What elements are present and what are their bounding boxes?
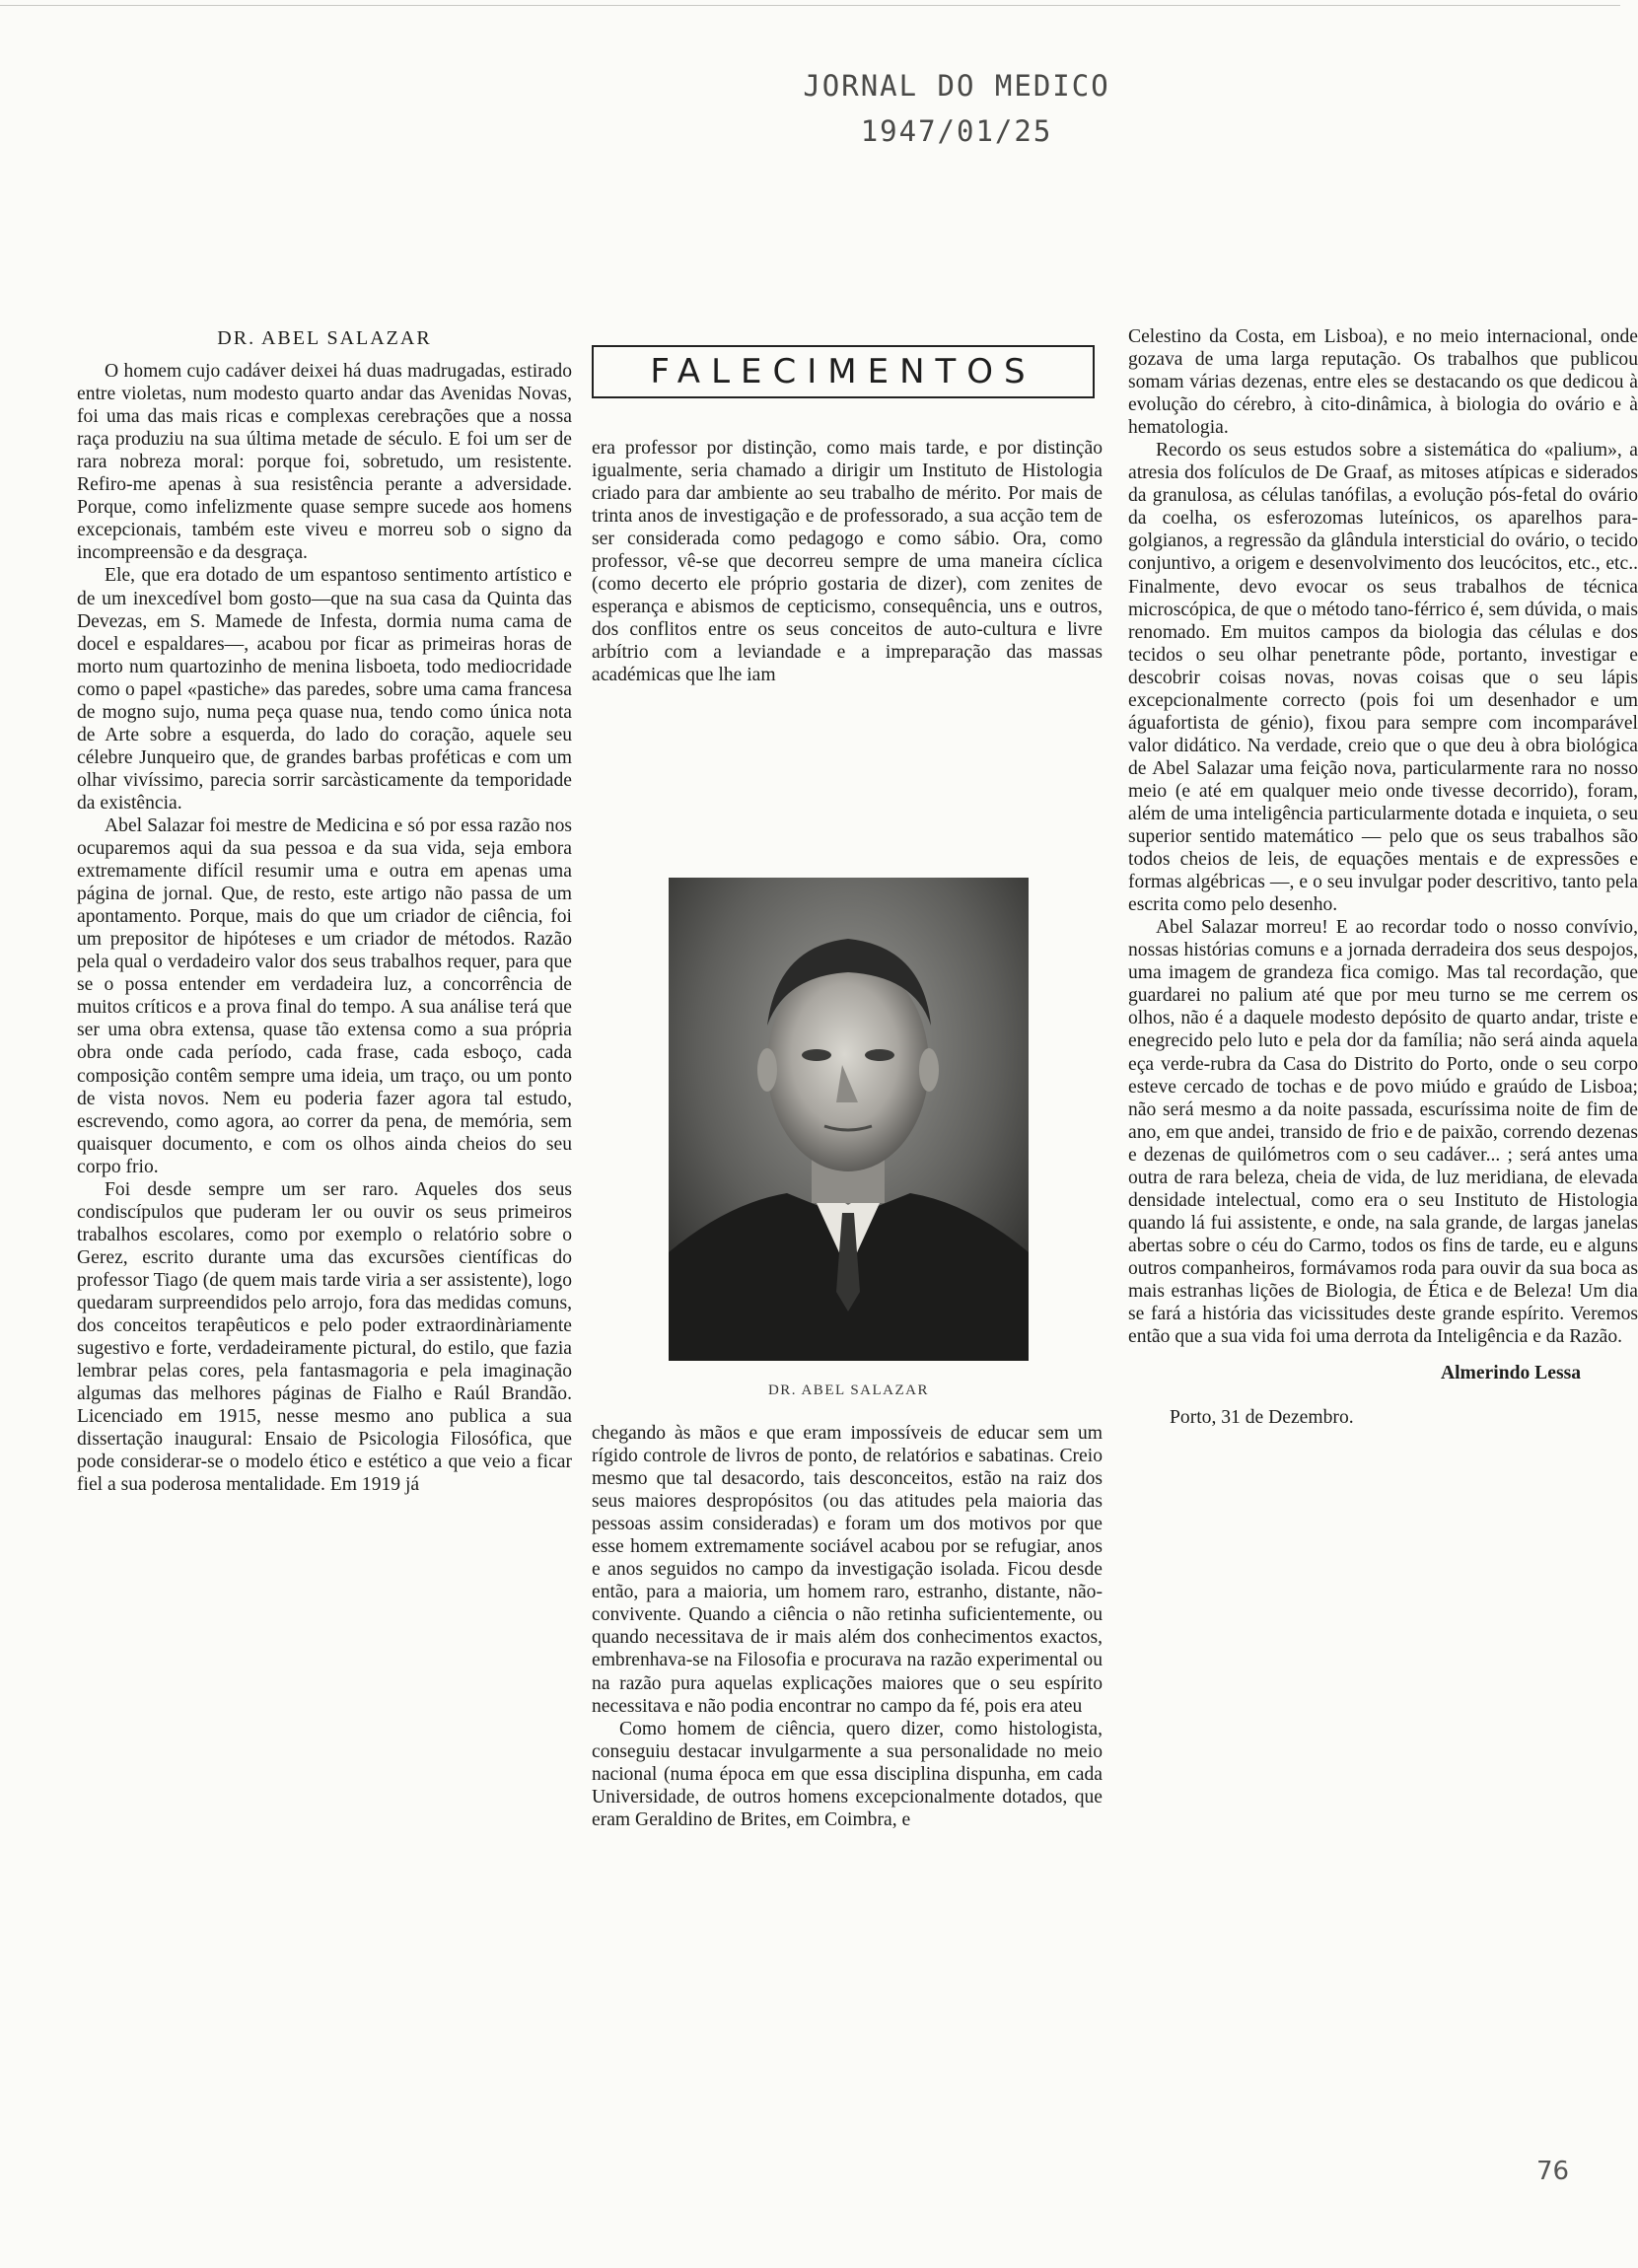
left-paragraph: O homem cujo cadáver deixei há duas madrugadas, estirado entre violetas, num modesto quarto andar das Avenidas Novas, foi uma das mais ricas e complexas cerebrações que a nossa raça produziu na sua última metade de século. E foi um ser de rara nobreza moral: porque foi, sobretudo, um resistente. Refiro-me apenas à sua resistência perante a adversidade. Porque, como infelizmente quase sempre sucede aos homens excepcionais, também este viveu e morreu sob o signo da incompreensão e da desgraça. <box>77 361 572 564</box>
left-paragraph: Ele, que era dotado de um espantoso sentimento artístico e de um inexcedível bom gosto—que na sua casa da Quinta das Devezas, em S. Mamede de Infesta, dormia numa cama de docel e espaldares—, acabou por ficar as primeiras horas de morto num quartozinho de menina lisboeta, todo mediocridade como o papel «pastiche» das paredes, sobre uma cama francesa de mogno sujo, numa peça quase nua, tendo como única nota de Arte sobre a esquerda, do lado do coração, aquele seu célebre Junqueiro que, de grandes barbas proféticas e com um olhar vivíssimo, parecia sorrir sarcàsticamente da temporidade da existência. <box>77 565 572 814</box>
middle-paragraph: Como homem de ciência, quero dizer, como histologista, conseguiu destacar invulgarmente a sua personalidade no meio nacional (numa época em que essa disciplina dispunha, em cada Universidade, de outros homens excepcionalmente dotados, que eram Geraldino de Brites, em Coimbra, e <box>592 1718 1103 1830</box>
article-title: DR. ABEL SALAZAR <box>217 327 432 349</box>
portrait-photo <box>669 878 1029 1361</box>
page-number: 76 <box>1536 2157 1570 2186</box>
right-paragraph: Celestino da Costa, em Lisboa), e no meio internacional, onde gozava de uma larga reputação. Os trabalhos que publicou somam várias dezenas, entre eles se destacando os que dedicou à evolução do cérebro, à cito-dinâmica, à biologia do ovário e à hematologia. <box>1128 326 1638 439</box>
right-paragraph: Recordo os seus estudos sobre a sistemática do «palium», a atresia dos folículos de De Graaf, as mitoses atípicas e siderados da granulosa, as células tanófilas, a evolução pós-fetal do ovário da coelha, os esferozomas luteínicos, os aparelhos para-golgianos, a regressão da glândula intersticial do ovário, o tecido conjuntivo, a origem e desenvolvimento dos leucócitos, etc., etc.. Finalmente, devo evocar os seus trabalhos de técnica microscópica, de que o método tano-férrico é, sem dúvida, o mais renomado. Em muitos campos da biologia das células e dos tecidos o seu olhar penetrante pôde, portanto, investigar e descobrir coisas novas, novas coisas que o seu lápis excepcionalmente correcto (pois foi um desenhador e um águafortista de génio), fixou para sempre com incomparável valor didático. Na verdade, creio que o que deu à obra biológica de Abel Salazar uma feição nova, particularmente rara no nosso meio (e até em qualquer meio onde tivesse decorrido), foram, além de uma inteligência particularmente dotada e inquieta, o seu superior sentido matemático — pelo que os seus trabalhos são todos cheios de leis, de equações mentais e de expressões e formas algébricas —, e o seu invulgar poder descritivo, tanto pela escrita como pelo desenho. <box>1128 440 1638 916</box>
article-middle-bottom <box>592 1422 1103 1831</box>
place-date: Porto, 31 de Dezembro. <box>1170 1407 1354 1429</box>
section-banner: FALECIMENTOS <box>592 345 1095 398</box>
date-stamp: 1947/01/25 <box>860 114 1053 148</box>
journal-stamp: JORNAL DO MEDICO <box>803 69 1110 103</box>
page-top-edge <box>0 0 1620 6</box>
article-left-column <box>77 327 572 1496</box>
article-middle-top <box>592 437 1103 687</box>
middle-paragraph: era professor por distinção, como mais tarde, e por distinção igualmente, seria chamado a dirigir um Instituto de Histologia criado para dar ambiente ao seu trabalho de mérito. Por mais de trinta anos de investigação e de professorado, a sua acção tem de ser considerada como pedagogo e como sábio. Ora, como professor, vê-se que decorreu sempre de uma maneira cíclica (como decerto ele próprio gostaria de dizer), com zenites de esperança e abismos de cepticismo, consequência, uns e outros, dos conflitos entre os seus conceitos de auto-cultura e livre arbítrio com a leviandade e a impreparação das massas académicas que lhe iam <box>592 438 1103 686</box>
left-paragraph: Abel Salazar foi mestre de Medicina e só por essa razão nos ocuparemos aqui da sua pessoa e da sua vida, seja embora extremamente difícil resumir uma e outra em apenas uma página de jornal. Que, de resto, este artigo não passa de um apontamento. Porque, mais do que um criador de ciência, foi um prepositor de hipóteses e um criador de métodos. Razão pela qual o verdadeiro valor dos seus trabalhos requer, para que se o possa entender em verdadeira luz, a concorrência de muitos críticos e a prova final do tempo. A sua análise terá que ser uma obra extensa, quase tão extensa como a sua própria obra onde cada período, cada frase, cada esboço, cada composição contêm sempre uma ideia, um traço, ou um ponto de vista novos. Nem eu poderia fazer agora tal estudo, escrevendo, como agora, ao correr da pena, de memória, sem quaisquer documento, e com os olhos ainda cheios do seu corpo frio. <box>77 815 572 1177</box>
middle-paragraph: chegando às mãos e que eram impossíveis de educar sem um rígido controle de livros de ponto, de relatórios e sabatinas. Creio mesmo que tal desacordo, tais desconceitos, estão na raiz dos seus maiores despropósitos (ou das atitudes pela maioria das pessoas assim consideradas) e foram um dos motivos por que esse homem extremamente sociável acabou por se refugiar, anos e anos seguidos no campo da investigação isolada. Ficou desde então, para a maioria, um homem raro, estranho, distante, não-convivente. Quando a ciência o não retinha suficientemente, ou quando necessitava de ir mais além dos conhecimentos exactos, embrenhava-se na Filosofia e procurava na razão experimental ou na razão pura aquelas explicações maiores que o seu espírito necessitava e não podia encontrar no campo da fé, pois era ateu <box>592 1423 1103 1717</box>
right-paragraph: Abel Salazar morreu! E ao recordar todo o nosso convívio, nossas histórias comuns e a jornada derradeira dos seus despojos, uma imagem de grandeza fica comigo. Mas tal recordação, que guardarei no palium até que por meu turno se me cerrem os olhos, não é a daquele modesto depósito de quarto andar, triste e enegrecido pelo luto e pela dor da família; não será ainda aquela eça verde-rubra da Casa do Distrito do Porto, onde o seu corpo esteve cercado de tochas e de povo miúdo e graúdo de Lisboa; não será mesmo a da noite passada, escuríssima noite de fim de ano, em que andei, transido de frio e de paixão, correndo dezenas e dezenas de quilómetros com o seu cadáver... ; será antes uma outra de rara beleza, cheia de vida, de luz meridiana, de elevada densidade intelectual, como era o seu Instituto de Histologia quando lá fui assistente, e onde, na sala grande, de largas janelas abertas sobre o céu do Carmo, todos os fins de tarde, eu e alguns outros companheiros, formávamos roda para ouvir da sua boca as mais estranhas lições de Biologia, de Ética e de Beleza! Um dia se fará a história das vicissitudes deste grande espírito. Veremos então que a sua vida foi uma derrota da Inteligência e da Razão. <box>1128 917 1638 1348</box>
photo-caption: DR. ABEL SALAZAR <box>767 1382 930 1398</box>
left-paragraph: Foi desde sempre um ser raro. Aqueles dos seus condiscípulos que puderam ler ou ouvir os seus primeiros trabalhos escolares, como por exemplo o relatório sobre o Gerez, escrito durante uma das excursões científicas do professor Tiago (de quem mais tarde viria a ser assistente), logo quedaram surpreendidos pelo arrojo, fora das medidas comuns, dos conceitos terapêuticos e pelo poder extraordinàriamente sugestivo e forte, verdadeiramente pictural, do estilo, que fazia lembrar pelas cores, pela fantasmagoria e pela imaginação algumas das melhores páginas de Fialho e Raúl Brandão. Licenciado em 1915, nesse mesmo ano publica a sua dissertação inaugural: Ensaio de Psicologia Filosófica, que pode considerar-se o modelo ético e estético a que veio a ficar fiel a sua poderosa mentalidade. Em 1919 já <box>77 1178 572 1496</box>
article-right-column <box>1128 325 1638 1429</box>
author-signature: Almerindo Lessa <box>1440 1363 1581 1384</box>
